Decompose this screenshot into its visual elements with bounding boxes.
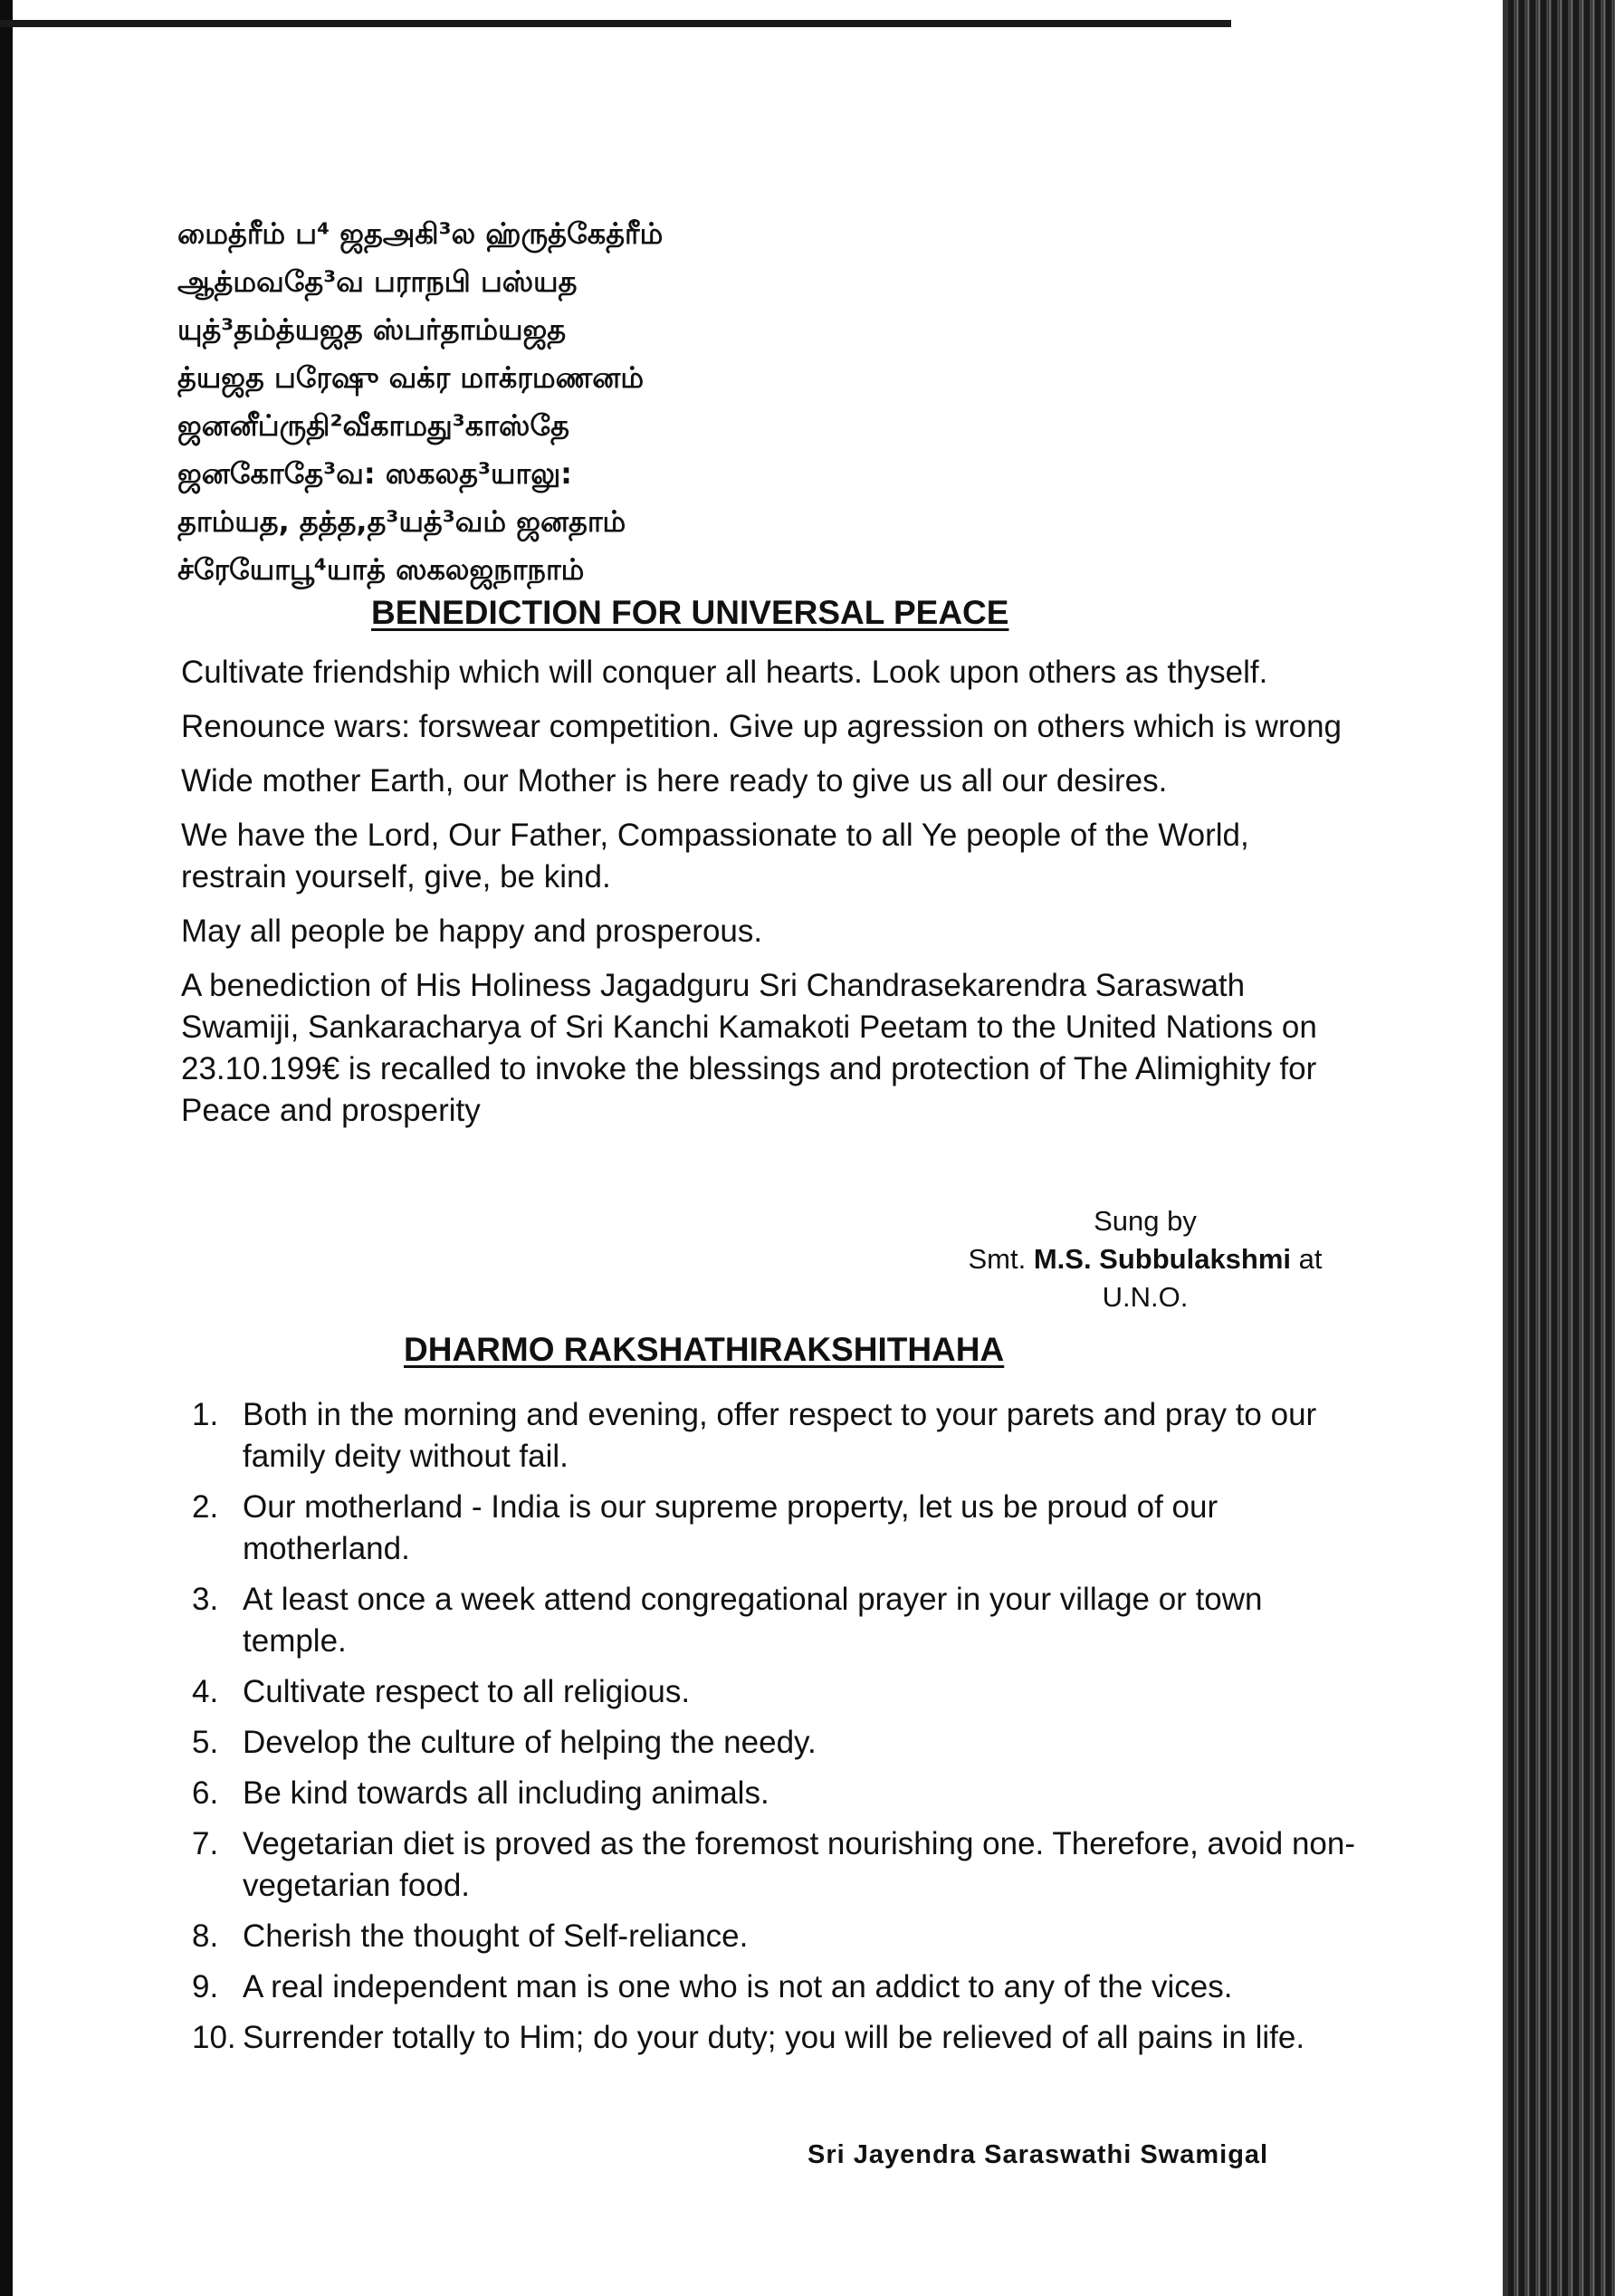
tamil-verse-line: மைத்ரீம் ப⁴ ஜதஅகி³ல ஹ்ருத்கேத்ரீம் bbox=[177, 216, 664, 251]
list-item-number: 10. bbox=[192, 2020, 236, 2055]
singer-line bbox=[932, 1240, 1358, 1278]
benediction-paragraph: Wide mother Earth, our Mother is here ready to give us all our desires. bbox=[181, 763, 1168, 799]
tamil-verse-line: ச்ரேயோபூ⁴யாத் ஸகலஜநாநாம் bbox=[177, 552, 585, 587]
list-item-text: Cultivate respect to all religious. bbox=[243, 1674, 691, 1709]
list-item bbox=[192, 1487, 1360, 1570]
list-item-number: 2. bbox=[192, 1489, 219, 1525]
tamil-verse-line: யுத்³தம்த்யஜத ஸ்பர்தாம்யஜத bbox=[177, 312, 567, 347]
tamil-verse-line: தாம்யத, தத்த,த³யத்³வம் ஜனதாம் bbox=[177, 504, 626, 539]
benediction-paragraph: Cultivate friendship which will conquer all hearts. Look upon others as thyself. bbox=[181, 655, 1268, 690]
tamil-verse-line: ஆத்மவதே³வ பராநபி பஸ்யத bbox=[177, 264, 578, 299]
benediction-paragraph: Renounce wars: forswear competition. Give up agression on others which is wrong bbox=[181, 709, 1343, 744]
list-item-text: Be kind towards all including animals. bbox=[243, 1775, 769, 1811]
scan-right-edge bbox=[1508, 0, 1615, 2296]
list-item-number: 8. bbox=[192, 1918, 219, 1954]
list-item-number: 3. bbox=[192, 1582, 219, 1617]
list-item bbox=[192, 1823, 1360, 1907]
signature: Sri Jayendra Saraswathi Swamigal bbox=[808, 2140, 1269, 2169]
benediction-paragraph: May all people be happy and prosperous. bbox=[181, 914, 763, 949]
list-item bbox=[192, 1722, 1360, 1764]
list-item-number: 1. bbox=[192, 1397, 219, 1432]
list-item-text: Develop the culture of helping the needy. bbox=[243, 1725, 817, 1760]
list-item bbox=[192, 1773, 1360, 1814]
sung-by-label: Sung by bbox=[1094, 1205, 1197, 1237]
list-item-number: 4. bbox=[192, 1674, 219, 1709]
venue: U.N.O. bbox=[1102, 1281, 1189, 1313]
list-item-number: 9. bbox=[192, 1969, 219, 2004]
sung-by-credit bbox=[932, 1202, 1358, 1316]
benediction-body bbox=[181, 652, 1349, 1144]
list-item bbox=[192, 1966, 1360, 2008]
scan-left-edge bbox=[0, 0, 13, 2296]
list-item bbox=[192, 1671, 1360, 1713]
list-item bbox=[192, 1916, 1360, 1957]
dharmo-heading: DHARMO RAKSHATHIRAKSHITHAHA bbox=[404, 1331, 1005, 1368]
tamil-verse-line: ஜனனீப்ருதி²வீகாமது³காஸ்தே bbox=[177, 408, 569, 443]
benediction-paragraph: We have the Lord, Our Father, Compassionate to all Ye people of the World, restrain yourself, give, be kind. bbox=[181, 818, 1249, 894]
tamil-verse-line: த்யஜத பரேஷு வக்ர மாக்ரமணனம் bbox=[177, 360, 645, 395]
list-item-text: At least once a week attend congregational prayer in your village or town temple. bbox=[243, 1582, 1263, 1659]
benediction-paragraph: A benediction of His Holiness Jagadguru Sri Chandrasekarendra Saraswath Swamiji, Sankaracharya of Sri Kanchi Kamakoti Peetam to the United Nations on 23.10.199€ is recalled to invoke the blessings and protection of The Alimighity for Peace and prosperity bbox=[181, 968, 1317, 1128]
tamil-verse bbox=[177, 210, 992, 594]
list-item-text: Cherish the thought of Self-reliance. bbox=[243, 1918, 749, 1954]
singer-prefix: Smt. bbox=[968, 1243, 1027, 1275]
singer-suffix: at bbox=[1298, 1243, 1323, 1275]
benediction-heading: BENEDICTION FOR UNIVERSAL PEACE bbox=[371, 594, 1009, 631]
list-item bbox=[192, 2017, 1360, 2059]
scan-top-edge bbox=[0, 20, 1231, 27]
dharmo-list bbox=[192, 1394, 1360, 2068]
singer-name: M.S. Subbulakshmi bbox=[1033, 1243, 1292, 1275]
list-item-text: Vegetarian diet is proved as the foremost nourishing one. Therefore, avoid non-vegetarian food. bbox=[243, 1826, 1355, 1903]
list-item bbox=[192, 1579, 1360, 1662]
list-item-text: A real independent man is one who is not an addict to any of the vices. bbox=[243, 1969, 1233, 2004]
list-item-number: 6. bbox=[192, 1775, 219, 1811]
list-item-text: Surrender totally to Him; do your duty; you will be relieved of all pains in life. bbox=[243, 2020, 1305, 2055]
list-item-text: Both in the morning and evening, offer respect to your parets and pray to our family deity without fail. bbox=[243, 1397, 1317, 1474]
tamil-verse-line: ஜனகோதே³வ: ஸகலத³யாலு: bbox=[177, 456, 572, 491]
list-item-number: 7. bbox=[192, 1826, 219, 1861]
list-item-text: Our motherland - India is our supreme property, let us be proud of our motherland. bbox=[243, 1489, 1218, 1566]
list-item-number: 5. bbox=[192, 1725, 219, 1760]
list-item bbox=[192, 1394, 1360, 1478]
